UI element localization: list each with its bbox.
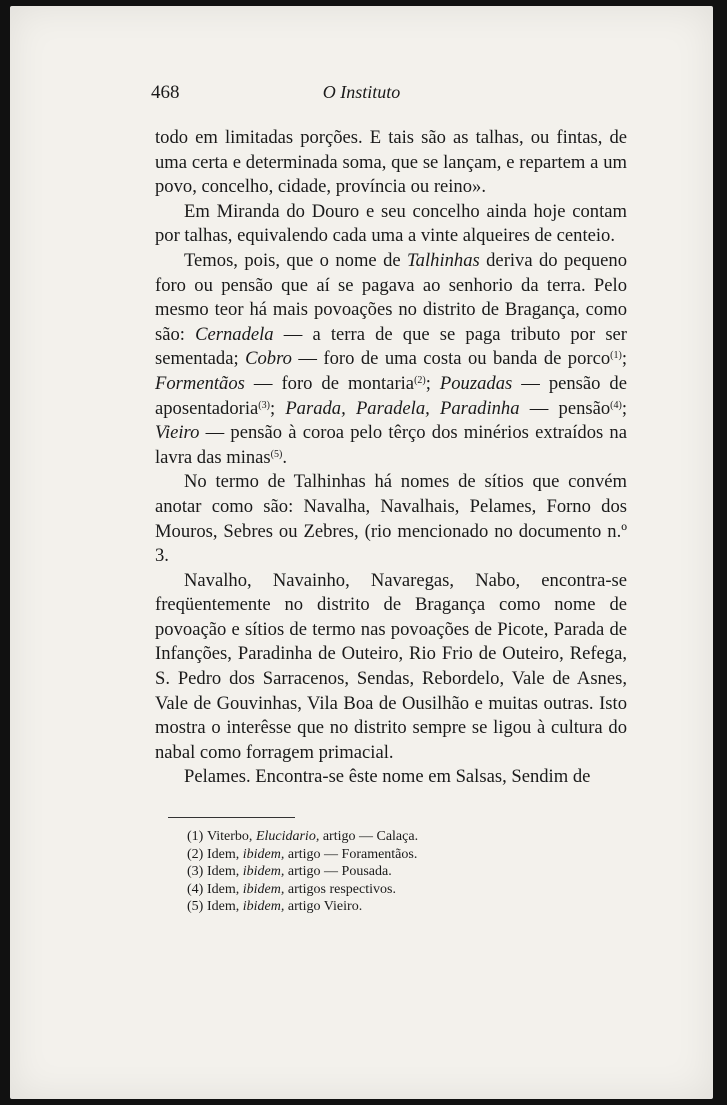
text-segment: — pensão xyxy=(519,397,611,419)
text-segment: — a terra de que se paga tributo por ser sementada; xyxy=(155,323,627,370)
footnote-ref-2: (2) xyxy=(414,374,426,386)
body-text xyxy=(155,126,627,790)
text-segment: — pensão de aposentadoria xyxy=(155,372,627,419)
footnote: (1) Viterbo, Elucidario, artigo — Calaça. xyxy=(187,829,419,844)
footnote-ref-1: (1) xyxy=(610,350,622,362)
footnote-mark: (4) xyxy=(187,881,204,897)
term-talhinhas: Talhinhas xyxy=(407,249,480,271)
term-formentaos: Formentãos xyxy=(155,372,245,394)
paragraph-4: No termo de Talhinhas há nomes de sítios que convém anotar como são: Navalha, Navalhais, Pelames, Forno dos Mouros, Sebres ou Zebres, (rio mencionado no documento n.º 3. xyxy=(155,471,627,567)
text-segment: Temos, pois, que o nome de xyxy=(184,249,408,271)
text-segment: ; xyxy=(621,397,627,419)
footnote-ref-3: (3) xyxy=(258,399,270,411)
footnote-mark: (1) xyxy=(187,829,204,844)
term-cernadela: Cernadela xyxy=(195,323,274,345)
footnote-mark: (2) xyxy=(187,846,204,862)
text-segment: — foro de montaria xyxy=(244,372,415,394)
text-segment: ; xyxy=(269,397,286,419)
footnote-mark: (5) xyxy=(187,899,204,915)
footnote: (2) Idem, ibidem, artigo — Foramentãos. xyxy=(187,846,418,862)
paragraph-3 xyxy=(155,249,627,470)
page-header xyxy=(10,82,713,106)
footnote: (3) Idem, ibidem, artigo — Pousada. xyxy=(187,864,392,880)
term-cobro: Cobro xyxy=(245,348,292,370)
footnote-mark: (3) xyxy=(187,864,204,880)
paragraph-2: Em Miranda do Douro e seu concelho ainda hoje contam por talhas, equivalendo cada uma a vinte alqueires de centeio. xyxy=(155,200,627,247)
footnote: (4) Idem, ibidem, artigos respectivos. xyxy=(187,881,396,897)
paragraph-6: Pelames. Encontra-se êste nome em Salsas, Sendim de xyxy=(184,766,591,788)
footnote: (5) Idem, ibidem, artigo Vieiro. xyxy=(187,899,363,915)
text-segment: — foro de uma costa ou banda de porco xyxy=(291,348,611,370)
page-number: 468 xyxy=(151,82,180,103)
text-segment: deriva do pequeno foro ou pensão que aí se pagava ao senhorio da terra. Pelo mesmo teor há mais povoações no distrito de Bragança, como são: xyxy=(155,249,627,345)
term-pouzadas: Pouzadas xyxy=(439,372,513,394)
text-segment: ; xyxy=(425,372,440,394)
footnote-ref-5: (5) xyxy=(270,448,283,460)
text-segment: ; xyxy=(621,348,627,370)
footnote-divider xyxy=(168,817,295,818)
book-page xyxy=(10,6,713,1099)
text-segment: . xyxy=(282,446,287,468)
term-vieiro: Vieiro xyxy=(155,422,200,444)
paragraph-5: Navalho, Navainho, Navaregas, Nabo, encontra-se freqüentemente no distrito de Bragança como nome de povoação e sítios de termo nas povoações de Picote, Parada de Infanções, Paradinha de Outeiro, Rio Frio de Outeiro, Refega, S. Pedro dos Sarracenos, Sendas, Rebordelo, Vale de Asnes, Vale de Gouvinhas, Vila Boa de Ousilhão e muitas outras. Isto mostra o interêsse que no distrito sempre se ligou à cultura do nabal como forragem primacial. xyxy=(155,569,627,763)
footnotes xyxy=(187,828,587,916)
term-parada: Parada, Paradela, Paradinha xyxy=(285,397,520,419)
running-title: O Instituto xyxy=(322,82,401,102)
footnote-ref-4: (4) xyxy=(610,399,622,411)
text-segment: — pensão à coroa pelo têrço dos minérios extraídos na lavra das minas xyxy=(155,422,627,468)
paragraph-1: todo em limitadas porções. E tais são as talhas, ou fintas, de uma certa e determinada soma, que se lançam, e repartem a um povo, concelho, cidade, província ou reino». xyxy=(155,127,627,198)
